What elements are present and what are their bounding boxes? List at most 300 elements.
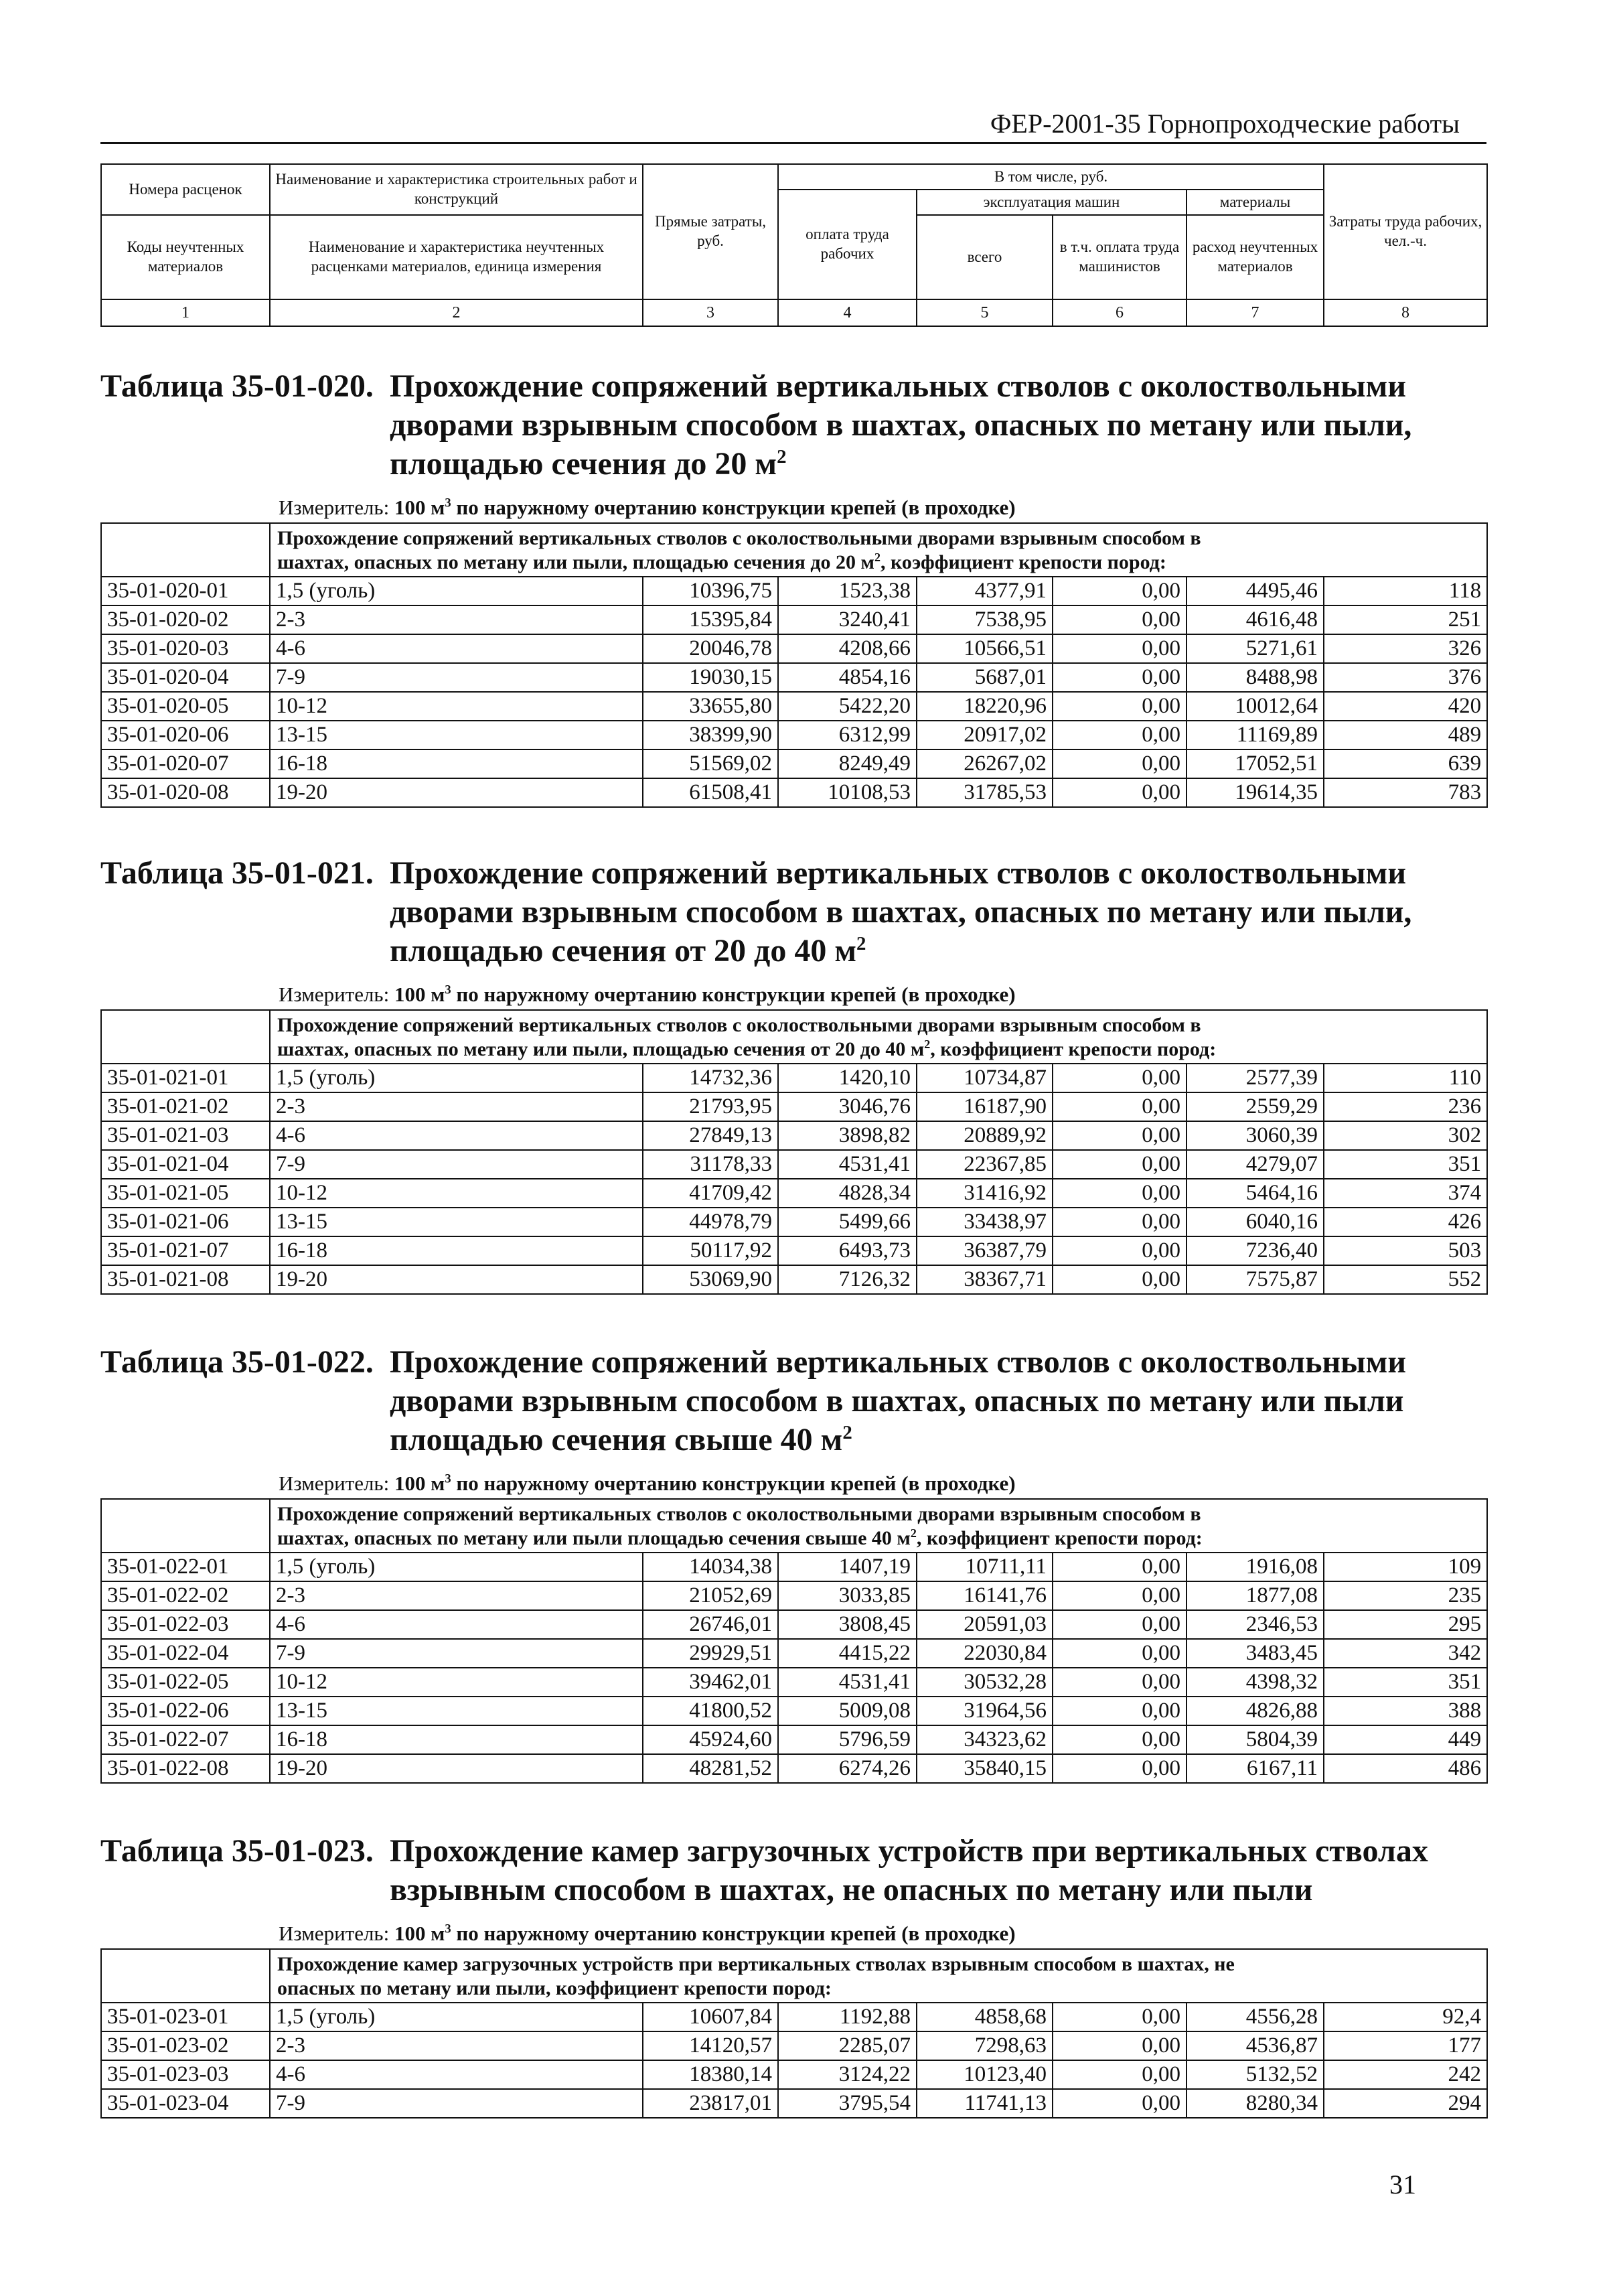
table-cell: 35-01-022-07: [101, 1725, 270, 1754]
table-cell: 242: [1324, 2060, 1487, 2089]
table-cell: 19614,35: [1187, 778, 1324, 807]
table-cell: 0,00: [1053, 1208, 1187, 1236]
table-cell: 1,5 (уголь): [270, 1064, 643, 1092]
table-title: [100, 367, 1486, 484]
table-cell: 14034,38: [643, 1553, 778, 1581]
table-row: [101, 1179, 1487, 1208]
table-cell: 7-9: [270, 663, 643, 692]
table-cell: 35-01-023-02: [101, 2031, 270, 2060]
table-cell: 44978,79: [643, 1208, 778, 1236]
table-cell: 3033,85: [778, 1581, 917, 1610]
table-row: [101, 1553, 1487, 1581]
table-cell: 1,5 (уголь): [270, 1553, 643, 1581]
table-cell: 236: [1324, 1092, 1487, 1121]
table-cell: 14120,57: [643, 2031, 778, 2060]
table-cell: 5271,61: [1187, 634, 1324, 663]
col-num: 1: [101, 299, 270, 326]
table-cell: 21052,69: [643, 1581, 778, 1610]
table-cell: 35-01-020-01: [101, 577, 270, 605]
title-line: площадью сечения до 20 $м^2$: [390, 446, 787, 482]
table-cell: 5132,52: [1187, 2060, 1324, 2089]
table-cell: 13-15: [270, 721, 643, 749]
title-line: дворами взрывным способом в шахтах, опасных по метану или пыли,: [390, 407, 1412, 443]
table-cell: 374: [1324, 1179, 1487, 1208]
table-cell: 20889,92: [917, 1121, 1053, 1150]
rate-table-section: [100, 854, 1486, 1295]
table-cell: 0,00: [1053, 1725, 1187, 1754]
table-row: [101, 2060, 1487, 2089]
table-cell: 10396,75: [643, 577, 778, 605]
table-cell: 2559,29: [1187, 1092, 1324, 1121]
col-material-consumption: расход неучтенных материалов: [1187, 215, 1324, 299]
document-title: ФЕР-2001-35 Горнопроходческие работы: [990, 109, 1460, 139]
table-cell: 449: [1324, 1725, 1487, 1754]
measure-unit: Измеритель: 100 $м^3$ по наружному очертанию конструкции крепей (в проходке): [279, 496, 1016, 519]
table-cell: 7-9: [270, 1150, 643, 1179]
table-cell: 15395,84: [643, 605, 778, 634]
table-cell: 35-01-023-01: [101, 2003, 270, 2031]
table-cell: 0,00: [1053, 1265, 1187, 1294]
table-cell: 5464,16: [1187, 1179, 1324, 1208]
table-cell: 35-01-021-01: [101, 1064, 270, 1092]
table-cell: 35-01-022-01: [101, 1553, 270, 1581]
title-line: Прохождение камер загрузочных устройств при вертикальных стволах: [390, 1833, 1428, 1869]
table-cell: 1420,10: [778, 1064, 917, 1092]
table-cell: 10108,53: [778, 778, 917, 807]
table-row: [101, 2089, 1487, 2118]
table-cell: 342: [1324, 1639, 1487, 1668]
table-cell: 27849,13: [643, 1121, 778, 1150]
table-cell: 1,5 (уголь): [270, 2003, 643, 2031]
table-title: [100, 1343, 1486, 1459]
table-cell: 35-01-022-03: [101, 1610, 270, 1639]
table-cell: 7-9: [270, 1639, 643, 1668]
table-cell: 783: [1324, 778, 1487, 807]
table-row: [101, 1121, 1487, 1150]
table-cell: 5422,20: [778, 692, 917, 721]
table-cell: 7126,32: [778, 1265, 917, 1294]
col-rate-number: Номера расценок: [101, 164, 270, 215]
table-cell: 0,00: [1053, 634, 1187, 663]
table-cell: 35-01-022-05: [101, 1668, 270, 1697]
table-label: Таблица 35-01-023.: [100, 1833, 374, 1869]
table-cell: 10-12: [270, 1668, 643, 1697]
table-row: [101, 1064, 1487, 1092]
table-cell: 2285,07: [778, 2031, 917, 2060]
table-cell: 351: [1324, 1668, 1487, 1697]
table-cell: 0,00: [1053, 721, 1187, 749]
table-cell: 16187,90: [917, 1092, 1053, 1121]
title-line: площадью сечения свыше 40 $м^2$: [390, 1422, 852, 1457]
table-row: [101, 1754, 1487, 1783]
table-cell: 6312,99: [778, 721, 917, 749]
table-row: [101, 721, 1487, 749]
table-cell: 48281,52: [643, 1754, 778, 1783]
table-cell: 34323,62: [917, 1725, 1053, 1754]
col-including: В том числе, руб.: [778, 164, 1324, 190]
table-cell: 35-01-021-07: [101, 1236, 270, 1265]
table-cell: 0,00: [1053, 2060, 1187, 2089]
table-cell: 11741,13: [917, 2089, 1053, 2118]
table-row: [101, 1725, 1487, 1754]
rate-table: [100, 1498, 1488, 1784]
table-cell: 50117,92: [643, 1236, 778, 1265]
table-cell: 0,00: [1053, 2003, 1187, 2031]
table-cell: 22367,85: [917, 1150, 1053, 1179]
table-row: [101, 1581, 1487, 1610]
table-cell: 26267,02: [917, 749, 1053, 778]
table-cell: 3898,82: [778, 1121, 917, 1150]
rate-table-section: [100, 1832, 1486, 2119]
table-cell: 26746,01: [643, 1610, 778, 1639]
table-cell: 92,4: [1324, 2003, 1487, 2031]
col-num: 3: [643, 299, 778, 326]
table-row: [101, 1610, 1487, 1639]
col-num: 4: [778, 299, 917, 326]
table-description: Прохождение камер загрузочных устройств при вертикальных стволах взрывным способом в шахтах, не опасных по метану или пыли, коэффициент крепости пород:: [270, 1949, 1487, 2003]
col-num: 8: [1324, 299, 1487, 326]
table-row: [101, 663, 1487, 692]
table-cell: 0,00: [1053, 749, 1187, 778]
table-description: Прохождение сопряжений вертикальных стволов с околоствольными дворами взрывным способом в шахтах, опасных по метану или пыли площадью сечения свыше 40 $м^2$, коэффициент крепости пород:: [270, 1499, 1487, 1553]
table-cell: 7-9: [270, 2089, 643, 2118]
table-row: [101, 634, 1487, 663]
col-work-name: Наименование и характеристика строительных работ и конструкций: [270, 164, 643, 215]
table-cell: 35-01-023-03: [101, 2060, 270, 2089]
table-cell: 0,00: [1053, 605, 1187, 634]
table-cell: 31785,53: [917, 778, 1053, 807]
table-cell: 39462,01: [643, 1668, 778, 1697]
table-cell: 3124,22: [778, 2060, 917, 2089]
table-cell: 420: [1324, 692, 1487, 721]
table-title-text: [390, 1343, 1486, 1459]
table-description: Прохождение сопряжений вертикальных стволов с околоствольными дворами взрывным способом в шахтах, опасных по метану или пыли, площадью сечения от 20 до 40 $м^2$, коэффициент крепости пород:: [270, 1010, 1487, 1064]
table-cell: 2-3: [270, 1092, 643, 1121]
col-num: 7: [1187, 299, 1324, 326]
table-cell: 29929,51: [643, 1639, 778, 1668]
table-cell: 8249,49: [778, 749, 917, 778]
measure-unit: Измеритель: 100 $м^3$ по наружному очертанию конструкции крепей (в проходке): [279, 1472, 1016, 1495]
table-cell: 19-20: [270, 1265, 643, 1294]
col-materials: материалы: [1187, 190, 1324, 215]
table-cell: 35-01-020-04: [101, 663, 270, 692]
table-cell: 251: [1324, 605, 1487, 634]
rate-table: [100, 1009, 1488, 1295]
table-cell: 35-01-021-05: [101, 1179, 270, 1208]
table-cell: 33655,80: [643, 692, 778, 721]
col-num: 5: [917, 299, 1053, 326]
table-cell: 4-6: [270, 1610, 643, 1639]
table-cell: 0,00: [1053, 778, 1187, 807]
table-cell: 14732,36: [643, 1064, 778, 1092]
table-cell: 16-18: [270, 749, 643, 778]
table-cell: 486: [1324, 1754, 1487, 1783]
table-cell: 376: [1324, 663, 1487, 692]
table-row: [101, 1265, 1487, 1294]
table-cell: 16-18: [270, 1236, 643, 1265]
table-cell: 20917,02: [917, 721, 1053, 749]
table-cell: 3795,54: [778, 2089, 917, 2118]
table-cell: 35840,15: [917, 1754, 1053, 1783]
table-cell: 118: [1324, 577, 1487, 605]
table-cell: 7298,63: [917, 2031, 1053, 2060]
table-cell: 23817,01: [643, 2089, 778, 2118]
table-cell: 2346,53: [1187, 1610, 1324, 1639]
table-cell: 4377,91: [917, 577, 1053, 605]
table-cell: 10012,64: [1187, 692, 1324, 721]
table-cell: 302: [1324, 1121, 1487, 1150]
table-cell: 35-01-021-02: [101, 1092, 270, 1121]
table-row: [101, 1668, 1487, 1697]
col-num: 2: [270, 299, 643, 326]
table-cell: 41709,42: [643, 1179, 778, 1208]
table-cell: 10734,87: [917, 1064, 1053, 1092]
table-cell: 18380,14: [643, 2060, 778, 2089]
table-cell: 61508,41: [643, 778, 778, 807]
title-line: Прохождение сопряжений вертикальных стволов с околоствольными: [390, 1344, 1406, 1380]
table-cell: 4495,46: [1187, 577, 1324, 605]
table-cell: 235: [1324, 1581, 1487, 1610]
table-cell: 38367,71: [917, 1265, 1053, 1294]
table-cell: 35-01-022-08: [101, 1754, 270, 1783]
table-cell: 35-01-022-02: [101, 1581, 270, 1610]
table-cell: 17052,51: [1187, 749, 1324, 778]
table-cell: 8488,98: [1187, 663, 1324, 692]
table-cell: 4854,16: [778, 663, 917, 692]
table-cell: 0,00: [1053, 2031, 1187, 2060]
table-cell: 19030,15: [643, 663, 778, 692]
table-cell: 6167,11: [1187, 1754, 1324, 1783]
table-cell: 295: [1324, 1610, 1487, 1639]
title-line: взрывным способом в шахтах, не опасных по метану или пыли: [390, 1872, 1313, 1908]
table-cell: 7538,95: [917, 605, 1053, 634]
rate-table: [100, 522, 1488, 808]
table-cell: 4-6: [270, 634, 643, 663]
rate-table-section: [100, 1343, 1486, 1784]
table-cell: 0,00: [1053, 2089, 1187, 2118]
table-label: Таблица 35-01-021.: [100, 855, 374, 891]
table-cell: 6274,26: [778, 1754, 917, 1783]
table-row: [101, 1236, 1487, 1265]
table-cell: 35-01-020-05: [101, 692, 270, 721]
table-cell: 3240,41: [778, 605, 917, 634]
table-label: Таблица 35-01-020.: [100, 368, 374, 404]
table-cell: 2-3: [270, 1581, 643, 1610]
table-row: [101, 778, 1487, 807]
table-cell: 35-01-021-08: [101, 1265, 270, 1294]
col-operator-wages: в т.ч. оплата труда машинистов: [1053, 215, 1187, 299]
table-cell: 426: [1324, 1208, 1487, 1236]
table-cell: 388: [1324, 1697, 1487, 1725]
col-material-name: Наименование и характеристика неучтенных расценками материалов, единица измерения: [270, 215, 643, 299]
table-row: [101, 1092, 1487, 1121]
table-cell: 7575,87: [1187, 1265, 1324, 1294]
table-cell: 503: [1324, 1236, 1487, 1265]
table-cell: 10607,84: [643, 2003, 778, 2031]
table-row: [101, 692, 1487, 721]
table-cell: 36387,79: [917, 1236, 1053, 1265]
table-cell: 35-01-020-07: [101, 749, 270, 778]
table-cell: 10711,11: [917, 1553, 1053, 1581]
table-cell: 0,00: [1053, 1581, 1187, 1610]
table-cell: 11169,89: [1187, 721, 1324, 749]
table-cell: 639: [1324, 749, 1487, 778]
table-title-text: [390, 367, 1486, 484]
page-number: 31: [1389, 2169, 1416, 2200]
table-cell: 19-20: [270, 1754, 643, 1783]
table-cell: 4616,48: [1187, 605, 1324, 634]
table-cell: 4556,28: [1187, 2003, 1324, 2031]
table-cell: 13-15: [270, 1697, 643, 1725]
col-machines: эксплуатация машин: [917, 190, 1187, 215]
table-cell: 2-3: [270, 2031, 643, 2060]
page-header: [100, 107, 1486, 144]
table-cell: 20591,03: [917, 1610, 1053, 1639]
table-cell: 552: [1324, 1265, 1487, 1294]
table-cell: 19-20: [270, 778, 643, 807]
table-row: [101, 1697, 1487, 1725]
table-cell: 5796,59: [778, 1725, 917, 1754]
table-cell: 110: [1324, 1064, 1487, 1092]
table-cell: 10-12: [270, 1179, 643, 1208]
table-cell: 4-6: [270, 1121, 643, 1150]
table-cell: 33438,97: [917, 1208, 1053, 1236]
table-cell: 3046,76: [778, 1092, 917, 1121]
title-line: Прохождение сопряжений вертикальных стволов с околоствольными: [390, 855, 1406, 891]
col-direct-costs: Прямые затраты, руб.: [643, 164, 778, 299]
table-cell: 4208,66: [778, 634, 917, 663]
table-cell: 4531,41: [778, 1668, 917, 1697]
table-cell: 35-01-020-02: [101, 605, 270, 634]
table-cell: 2-3: [270, 605, 643, 634]
col-num: 6: [1053, 299, 1187, 326]
table-row: [101, 2031, 1487, 2060]
table-row: [101, 2003, 1487, 2031]
table-row: [101, 605, 1487, 634]
table-cell: 5687,01: [917, 663, 1053, 692]
table-cell: 0,00: [1053, 663, 1187, 692]
table-cell: 4826,88: [1187, 1697, 1324, 1725]
table-cell: 18220,96: [917, 692, 1053, 721]
table-row: [101, 1150, 1487, 1179]
table-cell: 0,00: [1053, 1610, 1187, 1639]
table-cell: 0,00: [1053, 577, 1187, 605]
table-cell: 8280,34: [1187, 2089, 1324, 2118]
table-cell: 5009,08: [778, 1697, 917, 1725]
table-cell: 35-01-022-04: [101, 1639, 270, 1668]
table-cell: 5499,66: [778, 1208, 917, 1236]
table-cell: 41800,52: [643, 1697, 778, 1725]
table-cell: 2577,39: [1187, 1064, 1324, 1092]
table-cell: 4-6: [270, 2060, 643, 2089]
table-cell: 0,00: [1053, 1754, 1187, 1783]
table-label: Таблица 35-01-022.: [100, 1344, 374, 1380]
title-line: дворами взрывным способом в шахтах, опасных по метану или пыли: [390, 1383, 1404, 1419]
col-material-codes: Коды неучтенных материалов: [101, 215, 270, 299]
table-cell: 31178,33: [643, 1150, 778, 1179]
table-cell: 489: [1324, 721, 1487, 749]
table-cell: 0,00: [1053, 1121, 1187, 1150]
table-cell: 4398,32: [1187, 1668, 1324, 1697]
table-cell: 13-15: [270, 1208, 643, 1236]
table-row: [101, 749, 1487, 778]
table-row: [101, 1639, 1487, 1668]
table-title-text: [390, 1832, 1486, 1910]
table-cell: 0,00: [1053, 1697, 1187, 1725]
table-cell: 0,00: [1053, 1236, 1187, 1265]
rate-table-section: [100, 367, 1486, 808]
table-row: [101, 577, 1487, 605]
table-cell: 4279,07: [1187, 1150, 1324, 1179]
table-cell: 6040,16: [1187, 1208, 1324, 1236]
title-line: Прохождение сопряжений вертикальных стволов с околоствольными: [390, 368, 1406, 404]
table-cell: 4536,87: [1187, 2031, 1324, 2060]
col-wages: оплата труда рабочих: [778, 190, 917, 299]
table-row: [101, 1208, 1487, 1236]
table-cell: 5804,39: [1187, 1725, 1324, 1754]
table-cell: 1877,08: [1187, 1581, 1324, 1610]
table-cell: 20046,78: [643, 634, 778, 663]
table-cell: 21793,95: [643, 1092, 778, 1121]
table-cell: 177: [1324, 2031, 1487, 2060]
table-cell: 0,00: [1053, 692, 1187, 721]
table-cell: 3060,39: [1187, 1121, 1324, 1150]
table-title: [100, 854, 1486, 971]
table-cell: 1523,38: [778, 577, 917, 605]
table-cell: 35-01-021-06: [101, 1208, 270, 1236]
table-cell: 1192,88: [778, 2003, 917, 2031]
table-cell: 31964,56: [917, 1697, 1053, 1725]
table-cell: 0,00: [1053, 1179, 1187, 1208]
table-cell: 4828,34: [778, 1179, 917, 1208]
table-cell: 0,00: [1053, 1064, 1187, 1092]
table-cell: 1,5 (уголь): [270, 577, 643, 605]
table-cell: 16-18: [270, 1725, 643, 1754]
table-cell: 3808,45: [778, 1610, 917, 1639]
table-cell: 10-12: [270, 692, 643, 721]
table-cell: 7236,40: [1187, 1236, 1324, 1265]
table-cell: 6493,73: [778, 1236, 917, 1265]
table-cell: 109: [1324, 1553, 1487, 1581]
table-cell: 51569,02: [643, 749, 778, 778]
table-cell: 4531,41: [778, 1150, 917, 1179]
table-cell: 1407,19: [778, 1553, 917, 1581]
table-cell: 16141,76: [917, 1581, 1053, 1610]
table-description: Прохождение сопряжений вертикальных стволов с околоствольными дворами взрывным способом в шахтах, опасных по метану или пыли, площадью сечения до 20 $м^2$, коэффициент крепости пород:: [270, 523, 1487, 577]
measure-unit: Измеритель: 100 $м^3$ по наружному очертанию конструкции крепей (в проходке): [279, 1922, 1016, 1945]
table-cell: 35-01-023-04: [101, 2089, 270, 2118]
table-cell: 351: [1324, 1150, 1487, 1179]
table-cell: 10123,40: [917, 2060, 1053, 2089]
table-cell: 35-01-020-08: [101, 778, 270, 807]
table-cell: 0,00: [1053, 1668, 1187, 1697]
table-cell: 326: [1324, 634, 1487, 663]
table-cell: 22030,84: [917, 1639, 1053, 1668]
table-cell: 4415,22: [778, 1639, 917, 1668]
table-cell: 35-01-021-03: [101, 1121, 270, 1150]
table-cell: 35-01-020-06: [101, 721, 270, 749]
table-cell: 38399,90: [643, 721, 778, 749]
table-cell: 31416,92: [917, 1179, 1053, 1208]
table-cell: 294: [1324, 2089, 1487, 2118]
col-machines-total: всего: [917, 215, 1053, 299]
table-cell: 35-01-021-04: [101, 1150, 270, 1179]
title-line: площадью сечения от 20 до 40 $м^2$: [390, 933, 866, 968]
table-cell: 3483,45: [1187, 1639, 1324, 1668]
table-cell: 4858,68: [917, 2003, 1053, 2031]
measure-unit: Измеритель: 100 $м^3$ по наружному очертанию конструкции крепей (в проходке): [279, 983, 1016, 1006]
table-cell: 0,00: [1053, 1150, 1187, 1179]
